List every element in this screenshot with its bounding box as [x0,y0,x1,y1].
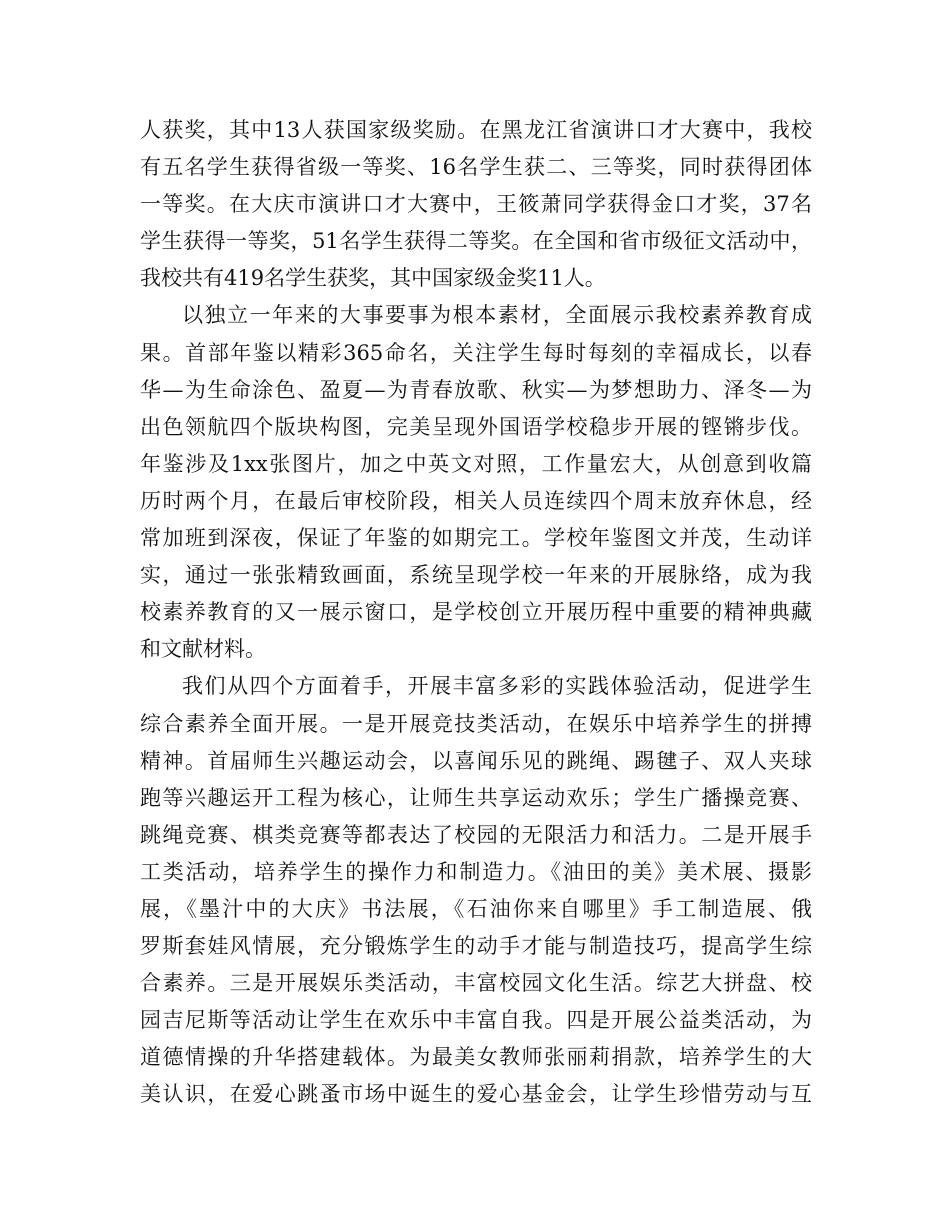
text-line: 历时两个月，在最后审校阶段，相关人员连续四个周末放弃休息，经 [140,488,812,513]
text-line: 园吉尼斯等活动让学生在欢乐中丰富自我。四是开展公益类活动，为 [140,1008,812,1033]
text-line: 综合素养全面开展。一是开展竞技类活动，在娱乐中培养学生的拼搏 [140,711,812,736]
text-line: 出色领航四个版块构图，完美呈现外国语学校稳步开展的铿锵步伐。 [140,414,812,439]
text-line: 人获奖，其中13人获国家级奖励。在黑龙江省演讲口才大赛中，我校 [140,118,812,142]
text-line: 我校共有419名学生获奖，其中国家级金奖11人。 [140,266,606,291]
text-line: 合素养。三是开展娱乐类活动，丰富校园文化生活。综艺大拼盘、校 [140,971,812,996]
text-line: 跑等兴趣运开工程为核心，让师生共享运动欢乐；学生广播操竞赛、 [140,785,812,810]
document-body [140,112,812,1114]
text-line: 实，通过一张张精致画面，系统呈现学校一年来的开展脉络，成为我 [140,563,812,588]
text-line: 道德情操的升华搭建载体。为最美女教师张丽莉捐款，培养学生的大 [140,1045,812,1070]
text-line: 和文献材料。 [140,637,266,662]
text-line: 年鉴涉及1xx张图片，加之中英文对照，工作量宏大，从创意到收篇 [140,451,812,476]
paragraph-activities [140,668,812,1113]
text-line: 工类活动，培养学生的操作力和制造力。《油田的美》美术展、摄影 [140,859,812,884]
text-line: 华—为生命涂色、盈夏—为青春放歌、秋实—为梦想助力、泽冬—为 [140,377,812,402]
text-line: 一等奖。在大庆市演讲口才大赛中，王筱萧同学获得金口才奖，37名 [140,192,812,217]
text-line: 有五名学生获得省级一等奖、16名学生获二、三等奖，同时获得团体 [140,155,812,180]
text-line: 跳绳竞赛、棋类竞赛等都表达了校园的无限活力和活力。二是开展手 [140,822,812,847]
paragraph-awards [140,112,812,297]
text-line: 常加班到深夜，保证了年鉴的如期完工。学校年鉴图文并茂，生动详 [140,526,812,551]
text-line: 果。首部年鉴以精彩365命名，关注学生每时每刻的幸福成长，以春 [140,340,812,365]
text-line: 学生获得一等奖，51名学生获得二等奖。在全国和省市级征文活动中， [140,229,812,254]
paragraph-yearbook [140,297,812,668]
text-line: 精神。首届师生兴趣运动会，以喜闻乐见的跳绳、踢毽子、双人夹球 [140,748,812,773]
text-line: 罗斯套娃风情展，充分锻炼学生的动手才能与制造技巧，提高学生综 [140,934,812,959]
text-line: 展，《墨汁中的大庆》书法展，《石油你来自哪里》手工制造展、俄 [140,896,812,921]
text-line: 我们从四个方面着手，开展丰富多彩的实践体验活动，促进学生 [182,674,812,699]
text-line: 美认识，在爱心跳蚤市场中诞生的爱心基金会，让学生珍惜劳动与互 [140,1082,812,1107]
text-line: 校素养教育的又一展示窗口，是学校创立开展历程中重要的精神典藏 [140,600,812,625]
text-line: 以独立一年来的大事要事为根本素材，全面展示我校素养教育成 [182,303,812,328]
